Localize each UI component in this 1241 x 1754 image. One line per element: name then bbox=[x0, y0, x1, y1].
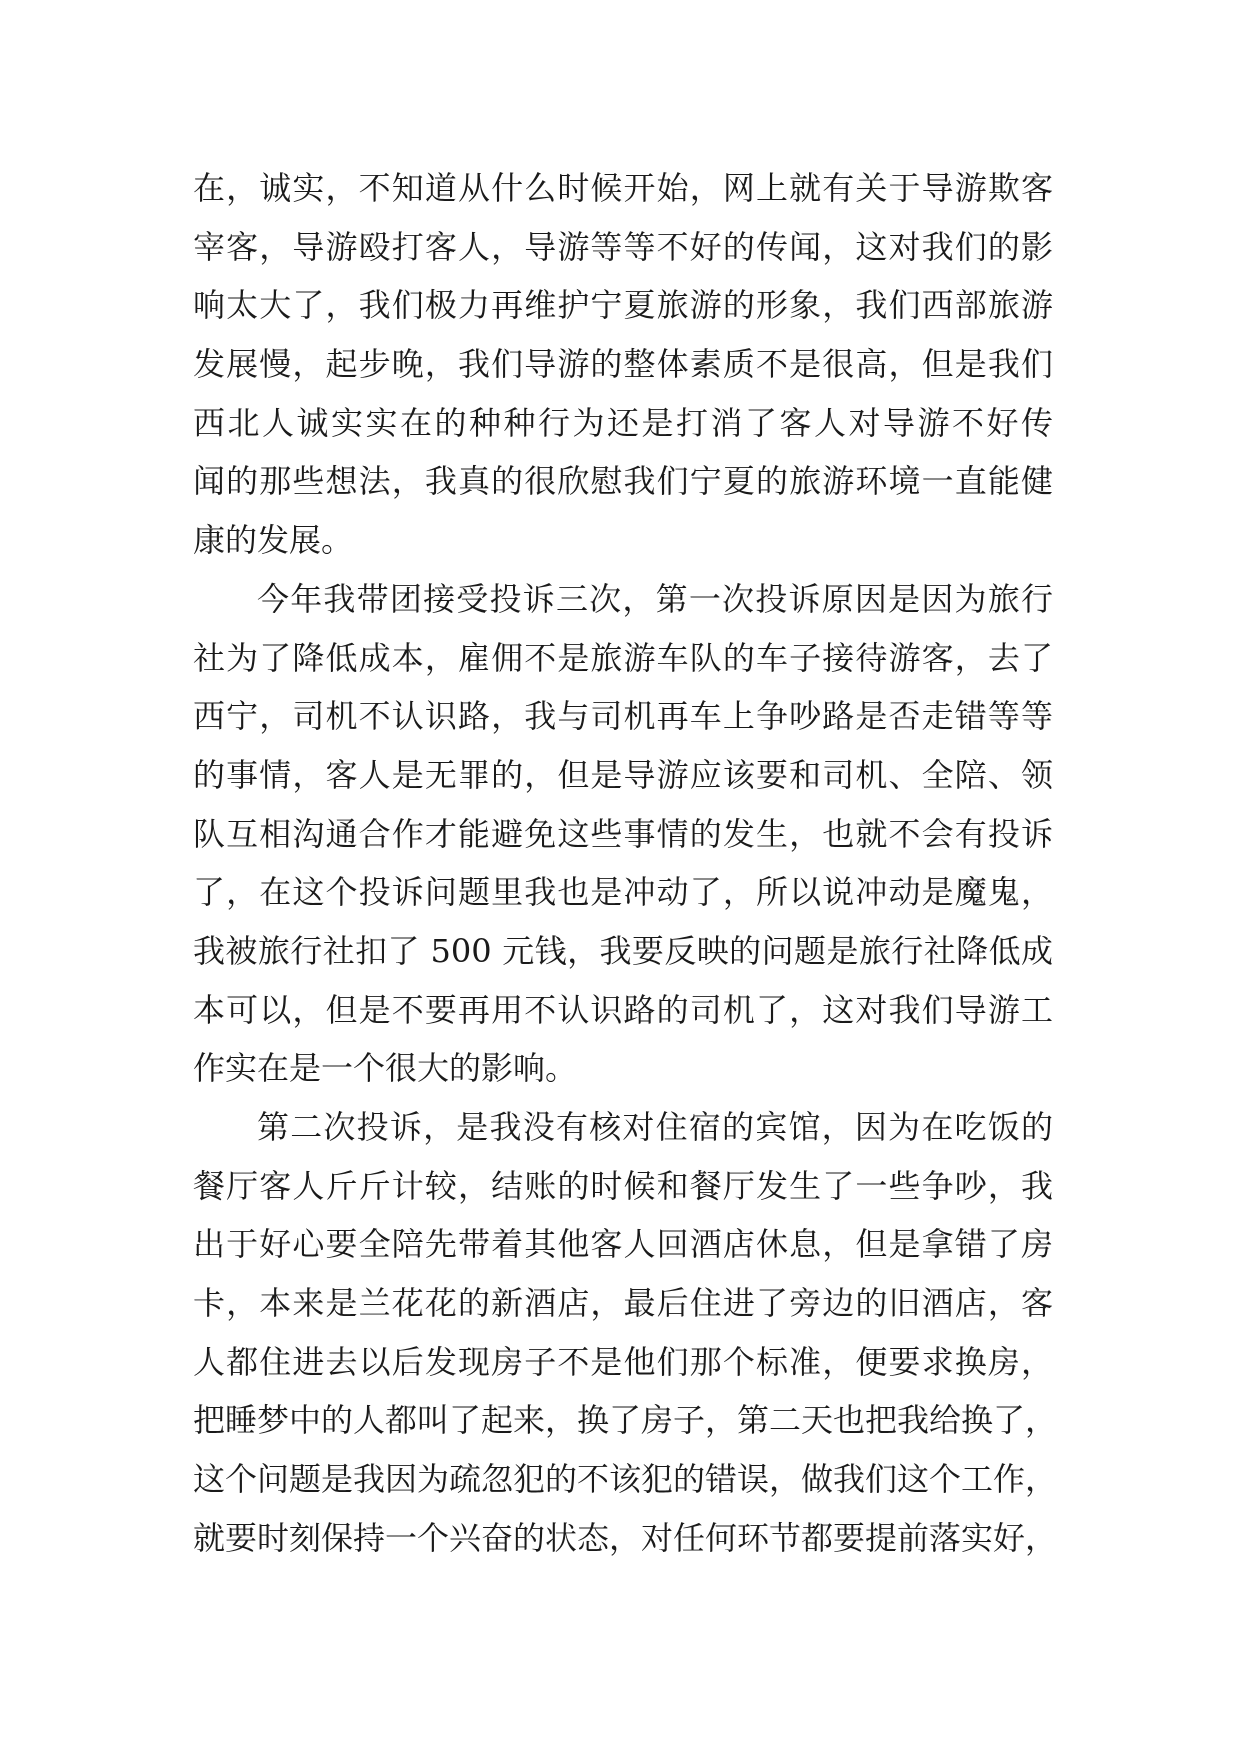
text-line: 了，在这个投诉问题里我也是冲动了，所以说冲动是魔鬼， bbox=[193, 873, 1053, 912]
paragraph bbox=[193, 1098, 1058, 1568]
body-text bbox=[193, 159, 1058, 1568]
text-line: 闻的那些想法，我真的很欣慰我们宁夏的旅游环境一直能健 bbox=[193, 462, 1053, 501]
text-line: 卡，本来是兰花花的新酒店，最后住进了旁边的旧酒店，客 bbox=[193, 1284, 1053, 1323]
text-line: 人都住进去以后发现房子不是他们那个标准，便要求换房， bbox=[193, 1342, 1053, 1381]
text-line: 康的发展。 bbox=[193, 521, 354, 560]
text-line: 发展慢，起步晚，我们导游的整体素质不是很高，但是我们 bbox=[193, 345, 1053, 384]
text-line: 今年我带团接受投诉三次，第一次投诉原因是因为旅行 bbox=[257, 579, 1053, 618]
paragraph bbox=[193, 570, 1053, 1098]
text-line: 在，诚实，不知道从什么时候开始，网上就有关于导游欺客 bbox=[193, 169, 1053, 207]
text-line: 我被旅行社扣了 500 元钱，我要反映的问题是旅行社降低成 bbox=[193, 931, 1053, 970]
text-line: 把睡梦中的人都叫了起来，换了房子，第二天也把我给换了， bbox=[193, 1401, 1058, 1440]
text-line: 西北人诚实实在的种种行为还是打消了客人对导游不好传 bbox=[193, 403, 1053, 442]
text-line: 社为了降低成本，雇佣不是旅游车队的车子接待游客，去了 bbox=[193, 638, 1053, 677]
text-line: 的事情，客人是无罪的，但是导游应该要和司机、全陪、领 bbox=[193, 755, 1053, 794]
text-line: 本可以，但是不要再用不认识路的司机了，这对我们导游工 bbox=[193, 990, 1053, 1029]
text-line: 作实在是一个很大的影响。 bbox=[193, 1049, 578, 1088]
text-line: 第二次投诉，是我没有核对住宿的宾馆，因为在吃饭的 bbox=[257, 1108, 1053, 1146]
text-line: 出于好心要全陪先带着其他客人回酒店休息，但是拿错了房 bbox=[193, 1225, 1053, 1264]
text-line: 西宁，司机不认识路，我与司机再车上争吵路是否走错等等 bbox=[193, 697, 1053, 736]
text-line: 响太大了，我们极力再维护宁夏旅游的形象，我们西部旅游 bbox=[193, 286, 1053, 325]
text-line: 就要时刻保持一个兴奋的状态，对任何环节都要提前落实好， bbox=[193, 1518, 1058, 1557]
text-line: 餐厅客人斤斤计较，结账的时候和餐厅发生了一些争吵，我 bbox=[193, 1166, 1053, 1205]
text-line: 宰客，导游殴打客人，导游等等不好的传闻，这对我们的影 bbox=[193, 227, 1053, 266]
paragraph bbox=[193, 159, 1053, 570]
text-line: 这个问题是我因为疏忽犯的不该犯的错误，做我们这个工作， bbox=[193, 1460, 1058, 1499]
text-line: 队互相沟通合作才能避免这些事情的发生，也就不会有投诉 bbox=[193, 814, 1053, 853]
